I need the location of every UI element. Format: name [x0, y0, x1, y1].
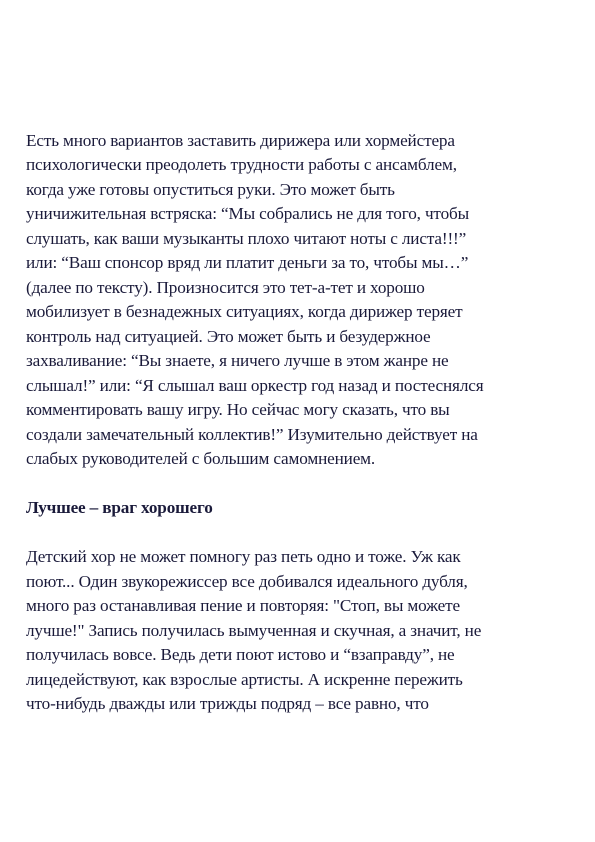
- paragraph-line: психологически преодолеть трудности работы с ансамблем,: [26, 155, 457, 174]
- paragraph-line: слышал!” или: “Я слышал ваш оркестр год назад и постеснялся: [26, 376, 484, 395]
- paragraph-line: лицедействуют, как взрослые артисты. А искренне пережить: [26, 670, 463, 689]
- paragraph-line: мобилизует в безнадежных ситуациях, когда дирижер теряет: [26, 302, 463, 321]
- paragraph-line: слабых руководителей с большим самомнением.: [26, 449, 376, 468]
- paragraph-line: Есть много вариантов заставить дирижера или хормейстера: [26, 131, 455, 150]
- paragraph-line: комментировать вашу игру. Но сейчас могу сказать, что вы: [26, 400, 450, 419]
- paragraph-line: создали замечательный коллектив!” Изумительно действует на: [26, 425, 478, 444]
- paragraph-line: Детский хор не может помногу раз петь одно и тоже. Уж как: [26, 547, 461, 566]
- paragraph-line: контроль над ситуацией. Это может быть и безудержное: [26, 327, 431, 346]
- paragraph-line: когда уже готовы опуститься руки. Это может быть: [26, 180, 395, 199]
- section-heading: Лучшее – враг хорошего: [26, 498, 213, 517]
- paragraph-line: слушать, как ваши музыканты плохо читают ноты с листа!!!”: [26, 229, 467, 248]
- paragraph-line: много раз останавливая пение и повторяя: "Стоп, вы можете: [26, 596, 460, 615]
- paragraph-line: получилась вовсе. Ведь дети поют истово и “взаправду”, не: [26, 645, 455, 664]
- paragraph-line: что-нибудь дважды или трижды подряд – все равно, что: [26, 694, 429, 713]
- paragraph-line: лучше!" Запись получилась вымученная и скучная, а значит, не: [26, 621, 482, 640]
- paragraph-line: захваливание: “Вы знаете, я ничего лучше в этом жанре не: [26, 351, 449, 370]
- paragraph-line: уничижительная встряска: “Мы собрались не для того, чтобы: [26, 204, 470, 223]
- paragraph-line: (далее по тексту). Произносится это тет-а-тет и хорошо: [26, 278, 425, 297]
- paragraph-line: поют... Один звукорежиссер все добивался идеального дубля,: [26, 572, 468, 591]
- paragraph-line: или: “Ваш спонсор вряд ли платит деньги за то, чтобы мы…”: [26, 253, 469, 272]
